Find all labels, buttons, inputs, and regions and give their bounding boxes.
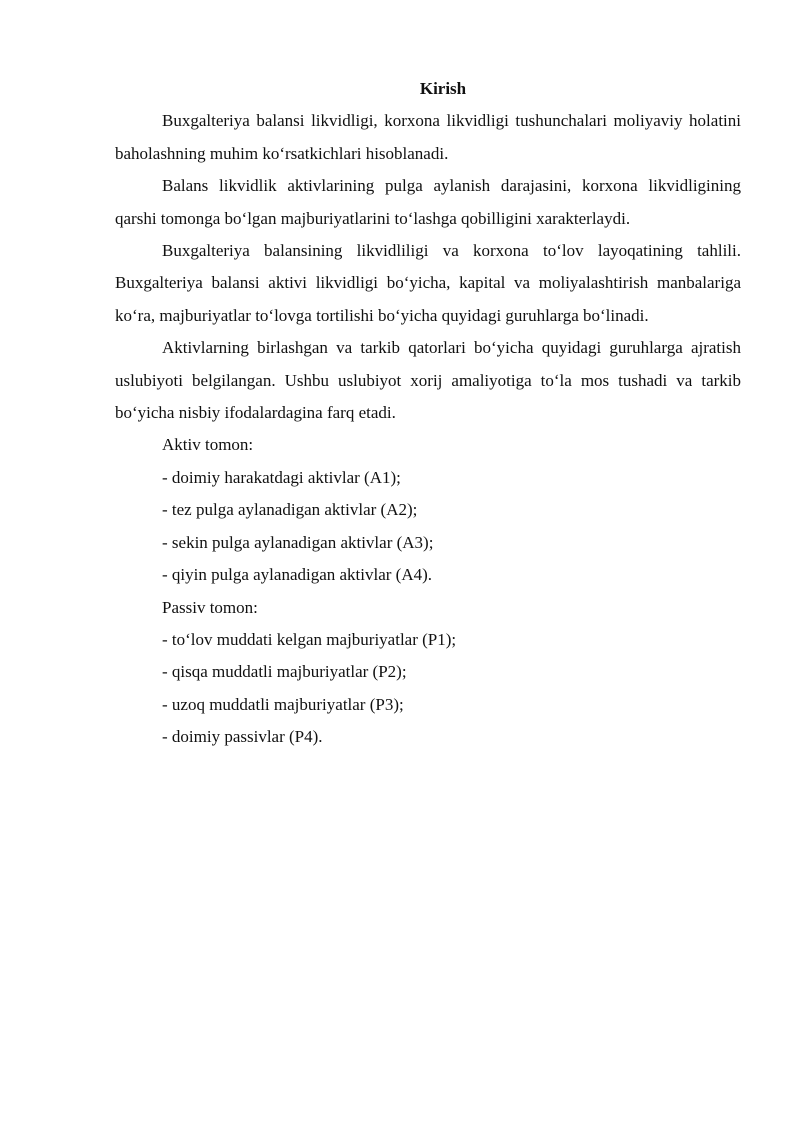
passiv-list-item: - uzoq muddatli majburiyatlar (P3); bbox=[162, 694, 404, 714]
passiv-list-item: - qisqa muddatli majburiyatlar (P2); bbox=[162, 662, 407, 682]
paragraph-4: Aktivlarning birlashgan va tarkib qatorlari bo‘yicha quyidagi guruhlarga ajratish uslubiyoti belgilangan. Ushbu uslubiyot xorij amaliyotiga to‘la mos tushadi va tarkib bo‘yicha nisbiy ifodalardagina farq etadi. bbox=[115, 338, 741, 423]
document-title: Kirish bbox=[419, 79, 467, 98]
aktiv-list-item: - qiyin pulga aylanadigan aktivlar (A4). bbox=[162, 565, 433, 585]
paragraph-3: Buxgalteriya balansining likvidliligi va korxona to‘lov layoqatining tahlili. Buxgalteriya balansi aktivi likvidligi bo‘yicha, kapital va moliyalashtirish manbalariga ko‘ra, majburiyatlar to‘lovga tortilishi bo‘yicha quyidagi guruhlarga bo‘linadi. bbox=[115, 241, 741, 325]
aktiv-list-item: - tez pulga aylanadigan aktivlar (A2); bbox=[162, 500, 418, 520]
paragraph-1: Buxgalteriya balansi likvidligi, korxona likvidligi tushunchalari moliyaviy holatini baholashning muhim ko‘rsatkichlari hisoblanadi. bbox=[115, 111, 741, 163]
aktiv-list-item: - sekin pulga aylanadigan aktivlar (A3); bbox=[162, 532, 434, 552]
document-page bbox=[115, 73, 741, 754]
passiv-heading: Passiv tomon: bbox=[162, 597, 258, 617]
paragraph-2: Balans likvidlik aktivlarining pulga aylanish darajasini, korxona likvidligining qarshi tomonga bo‘lgan majburiyatlarini to‘lashga qobilligini xarakterlaydi. bbox=[115, 176, 741, 228]
aktiv-heading: Aktiv tomon: bbox=[162, 435, 254, 455]
passiv-list-item: - doimiy passivlar (P4). bbox=[162, 727, 323, 747]
passiv-list-item: - to‘lov muddati kelgan majburiyatlar (P1); bbox=[162, 629, 457, 649]
aktiv-list-item: - doimiy harakatdagi aktivlar (A1); bbox=[162, 467, 401, 487]
